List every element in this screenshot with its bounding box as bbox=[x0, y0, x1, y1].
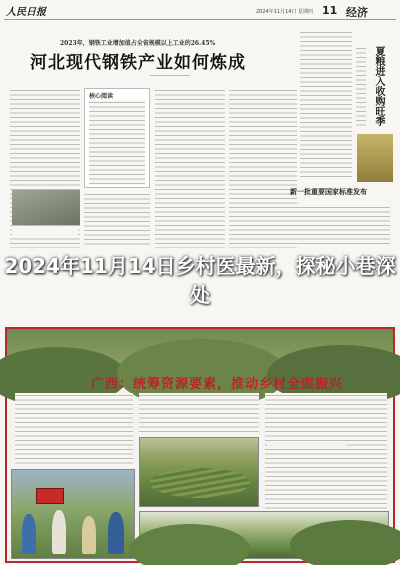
overlay-title: 2024年11月14日乡村医最新，探秘小巷深处 bbox=[4, 254, 396, 307]
title-overlay bbox=[0, 246, 400, 322]
vertical-subheadline bbox=[356, 46, 366, 126]
summary-box-title: 核心阅读 bbox=[89, 93, 114, 100]
article-byline bbox=[150, 73, 190, 77]
text-column-6 bbox=[290, 205, 390, 245]
terraced-fields-photo bbox=[139, 437, 259, 507]
issue-date: 2024年11月14日 星期四 bbox=[256, 9, 314, 15]
harvest-photo bbox=[357, 134, 393, 182]
village-sign bbox=[36, 488, 64, 504]
lower-text-column-1 bbox=[15, 393, 133, 467]
text-column-5 bbox=[300, 30, 352, 180]
article-headline: 河北现代钢铁产业如何炼成 bbox=[30, 53, 246, 73]
person-figure bbox=[52, 510, 66, 554]
lower-text-column-3 bbox=[265, 393, 387, 513]
person-figure bbox=[108, 512, 124, 554]
text-column-2 bbox=[84, 192, 150, 248]
lower-subheading bbox=[267, 441, 347, 448]
vertical-headline: 夏粮进入收购旺季 bbox=[373, 46, 384, 126]
summary-box-text bbox=[89, 100, 145, 185]
lower-newspaper-page bbox=[5, 327, 395, 563]
article-kicker: 2023年，钢铁工业增加值占全省规模以上工业的26.45% bbox=[60, 40, 216, 47]
hill-shape bbox=[130, 524, 250, 565]
valley-panorama-photo bbox=[139, 511, 389, 559]
person-figure bbox=[22, 514, 36, 554]
text-column-3 bbox=[155, 88, 225, 248]
masthead bbox=[4, 2, 396, 20]
article-photo bbox=[12, 190, 80, 225]
lower-headline: 广西：统筹资源要素，推动乡村全面振兴 bbox=[91, 377, 344, 392]
article-subheading bbox=[12, 228, 78, 236]
newspaper-logo: 人民日报 bbox=[6, 7, 46, 18]
news-headline: 新一批重要国家标准发布 bbox=[290, 187, 367, 196]
section-name: 经济 bbox=[346, 6, 368, 19]
page-number: 11 bbox=[322, 4, 338, 17]
villagers-photo bbox=[11, 469, 135, 559]
terrace-shape bbox=[150, 468, 250, 498]
lower-text-column-2 bbox=[139, 393, 259, 433]
hill-shape bbox=[290, 520, 400, 565]
summary-box bbox=[84, 88, 150, 188]
person-figure bbox=[82, 516, 96, 554]
text-column-4 bbox=[229, 88, 297, 248]
